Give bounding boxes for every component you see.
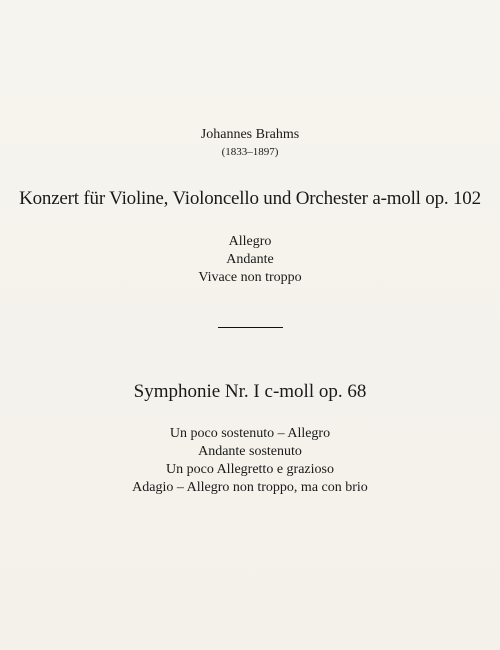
show-through-text bbox=[0, 30, 500, 56]
composer-dates: (1833–1897) bbox=[221, 146, 279, 158]
movement-item: Andante sostenuto bbox=[198, 444, 302, 459]
movement-item: Un poco Allegretto e grazioso bbox=[166, 462, 334, 477]
movement-item: Andante bbox=[226, 252, 274, 267]
section-divider bbox=[218, 327, 283, 328]
movement-item: Vivace non troppo bbox=[198, 270, 302, 285]
composer-name: Johannes Brahms bbox=[200, 127, 300, 142]
work-title-symphony: Symphonie Nr. I c-moll op. 68 bbox=[133, 381, 367, 402]
symphony-movements bbox=[0, 425, 500, 497]
movement-item: Adagio – Allegro non troppo, ma con brio bbox=[132, 480, 368, 495]
movement-item: Un poco sostenuto – Allegro bbox=[169, 426, 331, 441]
concerto-movements bbox=[0, 233, 500, 287]
movement-item: Allegro bbox=[228, 234, 272, 249]
work-title-concerto: Konzert für Violine, Violoncello und Orchester a-moll op. 102 bbox=[19, 188, 481, 209]
